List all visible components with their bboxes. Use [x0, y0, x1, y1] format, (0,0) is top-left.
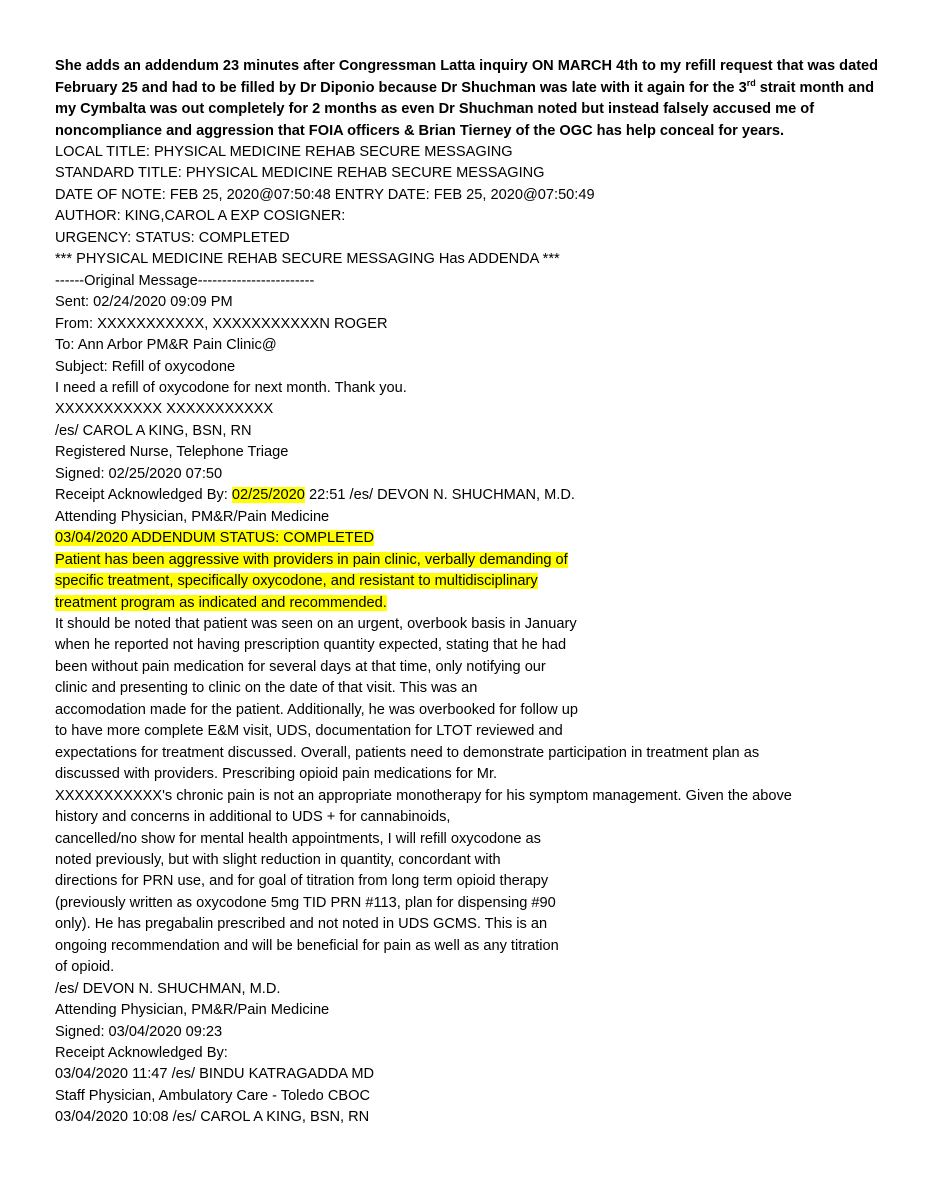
addendum-section — [55, 528, 885, 1129]
addendum-highlighted-text — [55, 550, 885, 614]
katragadda-role: Staff Physician, Ambulatory Care - Toledo CBOC — [55, 1087, 370, 1104]
receipt-label: Receipt Acknowledged By: — [55, 1045, 228, 1062]
date-of-note: DATE OF NOTE: FEB 25, 2020@07:50:48 ENTRY DATE: FEB 25, 2020@07:50:49 — [55, 186, 595, 203]
highlighted-receipt-date: 02/25/2020 — [231, 487, 305, 504]
highlighted-line: Patient has been aggressive with providers in pain clinic, verbally demanding of — [55, 551, 568, 568]
document-page — [55, 56, 885, 1129]
body-line: It should be noted that patient was seen on an urgent, overbook basis in January — [55, 615, 577, 632]
body-line: accomodation made for the patient. Additionally, he was overbooked for follow up — [55, 701, 578, 718]
from-line: From: XXXXXXXXXXX, XXXXXXXXXXXN ROGER — [55, 315, 388, 332]
addendum-body — [55, 614, 885, 979]
original-message — [55, 271, 885, 528]
receipt-acknowledged: Receipt Acknowledged By: 02/25/2020 22:51 /es/ DEVON N. SHUCHMAN, M.D. — [55, 487, 575, 504]
highlighted-line: treatment program as indicated and recommended. — [55, 594, 387, 611]
note-header — [55, 142, 885, 271]
body-line: XXXXXXXXXXX's chronic pain is not an appropriate monotherapy for his symptom management. Given the above — [55, 787, 792, 804]
body-line: clinic and presenting to clinic on the date of that visit. This was an — [55, 680, 478, 697]
signed-king: Signed: 02/25/2020 07:50 — [55, 465, 223, 482]
signature-shuchman: /es/ DEVON N. SHUCHMAN, M.D. — [55, 980, 281, 997]
signature-king: /es/ CAROL A KING, BSN, RN — [55, 422, 252, 439]
body-line: to have more complete E&M visit, UDS, documentation for LTOT reviewed and — [55, 723, 563, 740]
body-line: directions for PRN use, and for goal of titration from long term opioid therapy — [55, 873, 549, 890]
ordinal-suffix: rd — [746, 77, 756, 88]
body-line: discussed with providers. Prescribing opioid pain medications for Mr. — [55, 766, 498, 783]
body-line: cancelled/no show for mental health appointments, I will refill oxycodone as — [55, 830, 541, 847]
local-title: LOCAL TITLE: PHYSICAL MEDICINE REHAB SECURE MESSAGING — [55, 144, 513, 160]
body-line: when he reported not having prescription quantity expected, stating that he had — [55, 637, 567, 654]
body-line: (previously written as oxycodone 5mg TID PRN #113, plan for dispensing #90 — [55, 894, 556, 911]
body-line: expectations for treatment discussed. Overall, patients need to demonstrate participation in treatment plan as — [55, 744, 760, 761]
receipt-katragadda: 03/04/2020 11:47 /es/ BINDU KATRAGADDA MD — [55, 1066, 375, 1083]
signed-shuchman: Signed: 03/04/2020 09:23 — [55, 1023, 223, 1040]
original-message-divider: ------Original Message------------------------ — [55, 272, 315, 289]
intro-paragraph: She adds an addendum 23 minutes after Congressman Latta inquiry ON MARCH 4th to my refill request that was dated February 25 and had to be filled by Dr Diponio because Dr Shuchman was late with it again for the 3rd strait month and my Cymbalta was out completely for 2 months as even Dr Shuchman noted but instead falsely accused me of noncompliance and aggression that FOIA officers & Brian Tierney of the OGC has help conceal for years. — [55, 58, 879, 139]
message-body: I need a refill of oxycodone for next month. Thank you. — [55, 379, 407, 396]
receipt-king: 03/04/2020 10:08 /es/ CAROL A KING, BSN, RN — [55, 1109, 370, 1126]
body-line: ongoing recommendation and will be beneficial for pain as well as any titration — [55, 937, 559, 954]
body-line: been without pain medication for several days at that time, only notifying our — [55, 658, 546, 675]
body-line: of opioid. — [55, 959, 115, 976]
body-line: history and concerns in additional to UDS + for cannabinoids, — [55, 809, 451, 826]
to-line: To: Ann Arbor PM&R Pain Clinic@ — [55, 337, 277, 354]
addendum-header: 03/04/2020 ADDENDUM STATUS: COMPLETED — [55, 530, 374, 547]
highlighted-line: specific treatment, specifically oxycodone, and resistant to multidisciplinary — [55, 573, 538, 590]
shuchman-role: Attending Physician, PM&R/Pain Medicine — [55, 1002, 330, 1019]
author: AUTHOR: KING,CAROL A EXP COSIGNER: — [55, 208, 346, 225]
sent-line: Sent: 02/24/2020 09:09 PM — [55, 294, 233, 311]
standard-title: STANDARD TITLE: PHYSICAL MEDICINE REHAB SECURE MESSAGING — [55, 165, 545, 182]
subject-line: Subject: Refill of oxycodone — [55, 358, 236, 375]
king-role: Registered Nurse, Telephone Triage — [55, 444, 289, 461]
addenda-banner: *** PHYSICAL MEDICINE REHAB SECURE MESSAGING Has ADDENDA *** — [55, 251, 560, 268]
redacted-name: XXXXXXXXXXX XXXXXXXXXXX — [55, 401, 274, 418]
urgency-status: URGENCY: STATUS: COMPLETED — [55, 229, 290, 246]
attending-role: Attending Physician, PM&R/Pain Medicine — [55, 508, 330, 525]
body-line: only). He has pregabalin prescribed and not noted in UDS GCMS. This is an — [55, 916, 548, 933]
body-line: noted previously, but with slight reduction in quantity, concordant with — [55, 851, 501, 868]
